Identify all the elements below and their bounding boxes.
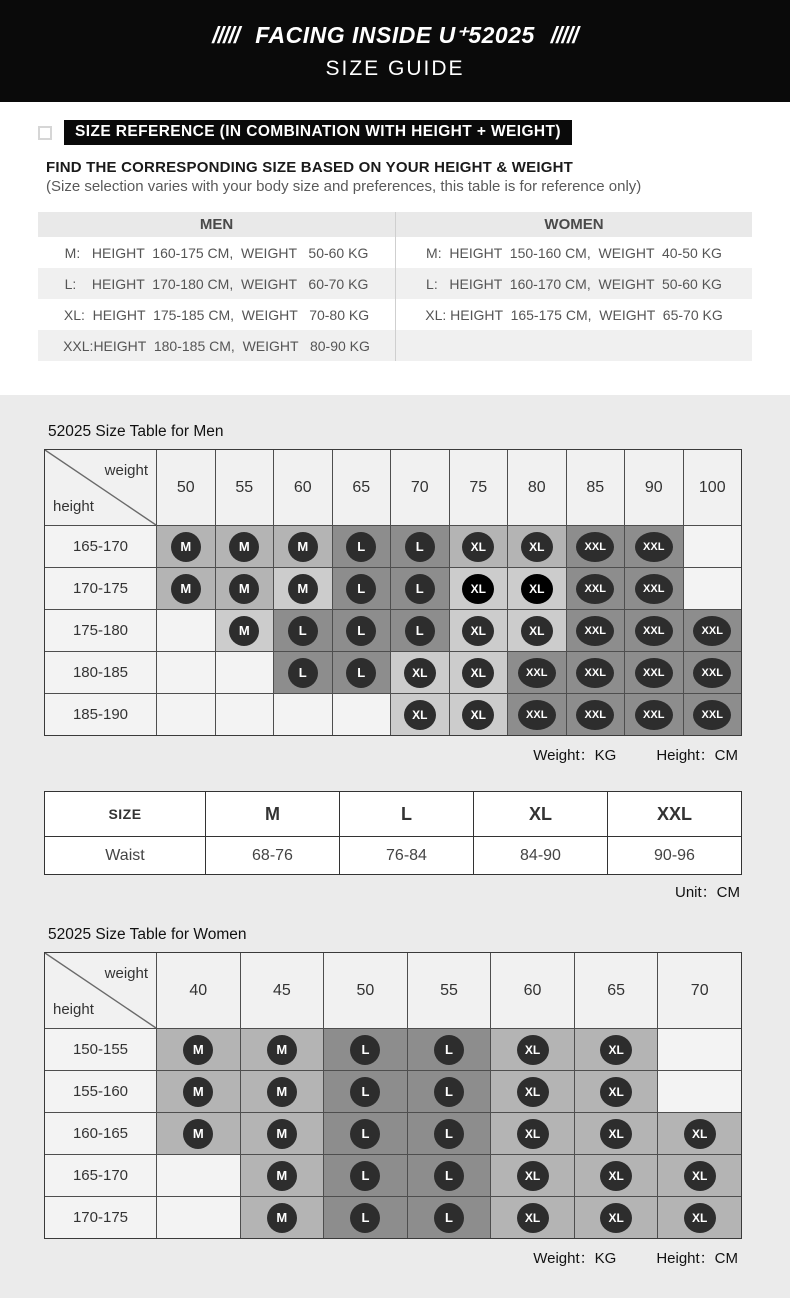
- size-cell: [491, 1155, 574, 1196]
- size-badge: XL: [517, 1161, 549, 1191]
- size-cell: [157, 1113, 240, 1154]
- weight-header-cell: 100: [684, 450, 742, 525]
- size-badge: M: [229, 616, 259, 646]
- height-label-cell: 170-175: [45, 1197, 156, 1238]
- size-cell: [216, 694, 274, 735]
- height-label-cell: 150-155: [45, 1029, 156, 1070]
- waist-header-xxl: XXL: [608, 792, 741, 836]
- reference-label: SIZE REFERENCE (IN COMBINATION WITH HEIGHT + WEIGHT): [64, 120, 572, 145]
- product-title: FACING INSIDE U⁺52025: [255, 21, 535, 48]
- size-badge: M: [171, 532, 201, 562]
- reference-section: [0, 102, 790, 395]
- size-cell: [508, 652, 566, 693]
- size-badge: M: [229, 574, 259, 604]
- waist-row-label: Waist: [45, 837, 205, 874]
- height-label-cell: 165-170: [45, 1155, 156, 1196]
- size-cell: [450, 694, 508, 735]
- size-cell: [684, 610, 742, 651]
- size-badge: L: [350, 1035, 380, 1065]
- size-tables-section: [0, 395, 790, 1298]
- size-badge: XL: [462, 616, 494, 646]
- size-badge: XL: [462, 658, 494, 688]
- table-row: [38, 268, 752, 299]
- height-label-cell: 185-190: [45, 694, 156, 735]
- size-badge: L: [350, 1203, 380, 1233]
- size-cell: [324, 1113, 407, 1154]
- reference-heading: FIND THE CORRESPONDING SIZE BASED ON YOUR HEIGHT & WEIGHT: [46, 159, 573, 176]
- slash-decor-right-icon: /////: [550, 21, 578, 48]
- corner-cell: [45, 450, 156, 525]
- slash-decor-left-icon: /////: [212, 21, 240, 48]
- size-cell: [508, 526, 566, 567]
- women-table-units-note: [44, 1247, 742, 1268]
- size-cell: [625, 526, 683, 567]
- weight-unit-note: Weight：KG: [533, 747, 617, 764]
- size-cell: [575, 1197, 658, 1238]
- size-badge: L: [288, 658, 318, 688]
- waist-header-xl: XL: [474, 792, 607, 836]
- size-badge: M: [183, 1035, 213, 1065]
- size-cell: [274, 568, 332, 609]
- women-size-grid: [44, 952, 742, 1239]
- size-cell: [241, 1029, 324, 1070]
- size-cell: [274, 694, 332, 735]
- size-badge: XL: [521, 532, 553, 562]
- size-cell: [408, 1071, 491, 1112]
- size-cell: [216, 568, 274, 609]
- size-badge: L: [350, 1077, 380, 1107]
- size-badge: XXL: [635, 574, 673, 604]
- size-badge: XL: [521, 574, 553, 604]
- size-cell: [658, 1155, 741, 1196]
- size-cell: [216, 652, 274, 693]
- size-cell: [491, 1197, 574, 1238]
- size-cell: [391, 526, 449, 567]
- waist-value-xxl: 90-96: [608, 837, 741, 874]
- table-row: [38, 237, 752, 268]
- men-women-reference-table: [38, 212, 752, 361]
- size-cell: [333, 694, 391, 735]
- size-cell: [391, 652, 449, 693]
- corner-cell: [45, 953, 156, 1028]
- size-cell: [625, 652, 683, 693]
- size-cell: [567, 610, 625, 651]
- size-badge: M: [171, 574, 201, 604]
- size-badge: XXL: [576, 658, 614, 688]
- weight-header-cell: 50: [324, 953, 407, 1028]
- size-badge: M: [267, 1119, 297, 1149]
- size-cell: [391, 568, 449, 609]
- weight-header-cell: 40: [157, 953, 240, 1028]
- men-size-xl: XL: HEIGHT 175-185 CM, WEIGHT 70-80 KG: [38, 299, 395, 330]
- size-badge: XXL: [576, 574, 614, 604]
- size-badge: XL: [684, 1161, 716, 1191]
- size-cell: [575, 1029, 658, 1070]
- weight-header-cell: 70: [391, 450, 449, 525]
- size-cell: [491, 1113, 574, 1154]
- size-cell: [508, 568, 566, 609]
- size-cell: [241, 1113, 324, 1154]
- women-size-xl: XL: HEIGHT 165-175 CM, WEIGHT 65-70 KG: [395, 299, 752, 330]
- size-cell: [450, 568, 508, 609]
- men-size-m: M: HEIGHT 160-175 CM, WEIGHT 50-60 KG: [38, 237, 395, 268]
- size-cell: [575, 1113, 658, 1154]
- size-cell: [408, 1113, 491, 1154]
- size-cell: [157, 1155, 240, 1196]
- size-badge: XXL: [576, 616, 614, 646]
- size-badge: XXL: [576, 700, 614, 730]
- weight-header-cell: 65: [575, 953, 658, 1028]
- size-cell: [333, 652, 391, 693]
- size-badge: XL: [517, 1077, 549, 1107]
- waist-value-l: 76-84: [340, 837, 473, 874]
- size-badge: L: [434, 1077, 464, 1107]
- size-badge: L: [346, 616, 376, 646]
- weight-header-cell: 90: [625, 450, 683, 525]
- size-cell: [391, 610, 449, 651]
- size-badge: M: [267, 1161, 297, 1191]
- size-badge: L: [405, 532, 435, 562]
- size-cell: [450, 652, 508, 693]
- corner-weight-label: weight: [104, 462, 148, 479]
- size-cell: [625, 568, 683, 609]
- size-cell: [684, 694, 742, 735]
- table-row: [38, 212, 752, 237]
- size-badge: XL: [600, 1119, 632, 1149]
- height-label-cell: 160-165: [45, 1113, 156, 1154]
- size-badge: XXL: [635, 616, 673, 646]
- size-badge: L: [346, 658, 376, 688]
- size-cell: [567, 694, 625, 735]
- size-cell: [625, 610, 683, 651]
- size-badge: XL: [404, 700, 436, 730]
- size-badge: L: [405, 574, 435, 604]
- size-cell: [324, 1029, 407, 1070]
- size-badge: XL: [462, 700, 494, 730]
- size-badge: XXL: [635, 658, 673, 688]
- weight-header-cell: 75: [450, 450, 508, 525]
- size-badge: XL: [600, 1077, 632, 1107]
- corner-weight-label: weight: [104, 965, 148, 982]
- size-badge: L: [405, 616, 435, 646]
- weight-header-cell: 55: [216, 450, 274, 525]
- size-cell: [157, 568, 215, 609]
- table-row: [38, 330, 752, 361]
- size-badge: XXL: [576, 532, 614, 562]
- size-cell: [625, 694, 683, 735]
- size-badge: XL: [404, 658, 436, 688]
- size-cell: [324, 1197, 407, 1238]
- weight-header-cell: 70: [658, 953, 741, 1028]
- size-cell: [216, 526, 274, 567]
- table-row: [38, 299, 752, 330]
- size-cell: [684, 568, 742, 609]
- size-cell: [684, 652, 742, 693]
- size-badge: XL: [600, 1035, 632, 1065]
- size-badge: XL: [517, 1035, 549, 1065]
- size-badge: XL: [521, 616, 553, 646]
- height-label-cell: 155-160: [45, 1071, 156, 1112]
- size-badge: XXL: [635, 700, 673, 730]
- waist-value-xl: 84-90: [474, 837, 607, 874]
- men-column-header: MEN: [38, 212, 395, 237]
- weight-header-cell: 60: [274, 450, 332, 525]
- banner-subtitle: SIZE GUIDE: [325, 56, 465, 80]
- size-badge: M: [229, 532, 259, 562]
- reference-subheading: (Size selection varies with your body size and preferences, this table is for reference only): [46, 178, 642, 195]
- height-unit-note: Height：CM: [656, 747, 738, 764]
- size-badge: XXL: [518, 658, 556, 688]
- size-badge: XL: [517, 1119, 549, 1149]
- size-cell: [274, 526, 332, 567]
- size-cell: [658, 1071, 741, 1112]
- size-badge: L: [346, 574, 376, 604]
- size-cell: [508, 610, 566, 651]
- weight-header-cell: 55: [408, 953, 491, 1028]
- corner-height-label: height: [53, 1001, 94, 1018]
- weight-header-cell: 85: [567, 450, 625, 525]
- size-badge: XL: [600, 1203, 632, 1233]
- size-badge: XL: [462, 532, 494, 562]
- size-badge: XXL: [693, 658, 731, 688]
- size-cell: [333, 610, 391, 651]
- men-table-title: 52025 Size Table for Men: [48, 423, 224, 440]
- height-label-cell: 165-170: [45, 526, 156, 567]
- square-bullet-icon: [38, 126, 52, 140]
- size-badge: XL: [517, 1203, 549, 1233]
- size-badge: L: [434, 1161, 464, 1191]
- size-badge: L: [434, 1203, 464, 1233]
- size-badge: XL: [684, 1203, 716, 1233]
- men-size-xxl: XXL:HEIGHT 180-185 CM, WEIGHT 80-90 KG: [38, 330, 395, 361]
- waist-size-table: [44, 791, 742, 875]
- height-label-cell: 180-185: [45, 652, 156, 693]
- size-badge: XL: [684, 1119, 716, 1149]
- size-badge: XL: [462, 574, 494, 604]
- size-badge: M: [288, 532, 318, 562]
- weight-header-cell: 80: [508, 450, 566, 525]
- men-size-l: L: HEIGHT 170-180 CM, WEIGHT 60-70 KG: [38, 268, 395, 299]
- size-cell: [491, 1071, 574, 1112]
- waist-unit-note: Unit：CM: [674, 884, 740, 901]
- height-label-cell: 175-180: [45, 610, 156, 651]
- women-size-m: M: HEIGHT 150-160 CM, WEIGHT 40-50 KG: [395, 237, 752, 268]
- size-badge: L: [350, 1161, 380, 1191]
- size-cell: [333, 568, 391, 609]
- size-cell: [450, 610, 508, 651]
- size-badge: L: [350, 1119, 380, 1149]
- weight-header-cell: 45: [241, 953, 324, 1028]
- size-badge: M: [267, 1203, 297, 1233]
- size-badge: L: [434, 1119, 464, 1149]
- women-column-header: WOMEN: [395, 212, 752, 237]
- size-badge: XXL: [635, 532, 673, 562]
- women-size-l: L: HEIGHT 160-170 CM, WEIGHT 50-60 KG: [395, 268, 752, 299]
- size-cell: [684, 526, 742, 567]
- size-cell: [157, 1029, 240, 1070]
- weight-header-cell: 60: [491, 953, 574, 1028]
- size-cell: [508, 694, 566, 735]
- size-badge: M: [288, 574, 318, 604]
- waist-header-m: M: [206, 792, 339, 836]
- size-badge: XL: [600, 1161, 632, 1191]
- size-badge: L: [434, 1035, 464, 1065]
- size-cell: [391, 694, 449, 735]
- size-cell: [157, 526, 215, 567]
- size-cell: [658, 1197, 741, 1238]
- men-table-units-note: [44, 744, 742, 765]
- banner-title-row: [212, 22, 577, 49]
- size-cell: [274, 610, 332, 651]
- size-cell: [333, 526, 391, 567]
- weight-header-cell: 65: [333, 450, 391, 525]
- size-badge: XXL: [693, 616, 731, 646]
- size-cell: [658, 1029, 741, 1070]
- size-badge: M: [183, 1077, 213, 1107]
- size-cell: [241, 1155, 324, 1196]
- reference-header-row: [38, 120, 752, 145]
- size-cell: [216, 610, 274, 651]
- men-size-grid: [44, 449, 742, 736]
- weight-unit-note: Weight：KG: [533, 1250, 617, 1267]
- waist-header-l: L: [340, 792, 473, 836]
- weight-header-cell: 50: [157, 450, 215, 525]
- size-cell: [575, 1155, 658, 1196]
- size-cell: [157, 652, 215, 693]
- size-cell: [567, 526, 625, 567]
- size-cell: [324, 1155, 407, 1196]
- women-table-title: 52025 Size Table for Women: [48, 926, 247, 943]
- waist-header-size: SIZE: [45, 792, 205, 836]
- size-cell: [450, 526, 508, 567]
- size-badge: M: [267, 1077, 297, 1107]
- size-cell: [157, 1071, 240, 1112]
- size-cell: [575, 1071, 658, 1112]
- size-badge: L: [288, 616, 318, 646]
- corner-height-label: height: [53, 498, 94, 515]
- size-cell: [408, 1155, 491, 1196]
- size-cell: [274, 652, 332, 693]
- size-cell: [408, 1029, 491, 1070]
- size-badge: XXL: [693, 700, 731, 730]
- size-cell: [324, 1071, 407, 1112]
- size-cell: [157, 610, 215, 651]
- size-badge: M: [267, 1035, 297, 1065]
- size-badge: L: [346, 532, 376, 562]
- size-cell: [408, 1197, 491, 1238]
- women-size-empty: [395, 330, 752, 361]
- waist-value-m: 68-76: [206, 837, 339, 874]
- size-cell: [157, 1197, 240, 1238]
- size-cell: [157, 694, 215, 735]
- size-cell: [567, 652, 625, 693]
- size-cell: [491, 1029, 574, 1070]
- height-unit-note: Height：CM: [656, 1250, 738, 1267]
- size-badge: M: [183, 1119, 213, 1149]
- size-cell: [241, 1197, 324, 1238]
- size-cell: [567, 568, 625, 609]
- size-cell: [658, 1113, 741, 1154]
- size-badge: XXL: [518, 700, 556, 730]
- banner: [0, 0, 790, 102]
- height-label-cell: 170-175: [45, 568, 156, 609]
- size-cell: [241, 1071, 324, 1112]
